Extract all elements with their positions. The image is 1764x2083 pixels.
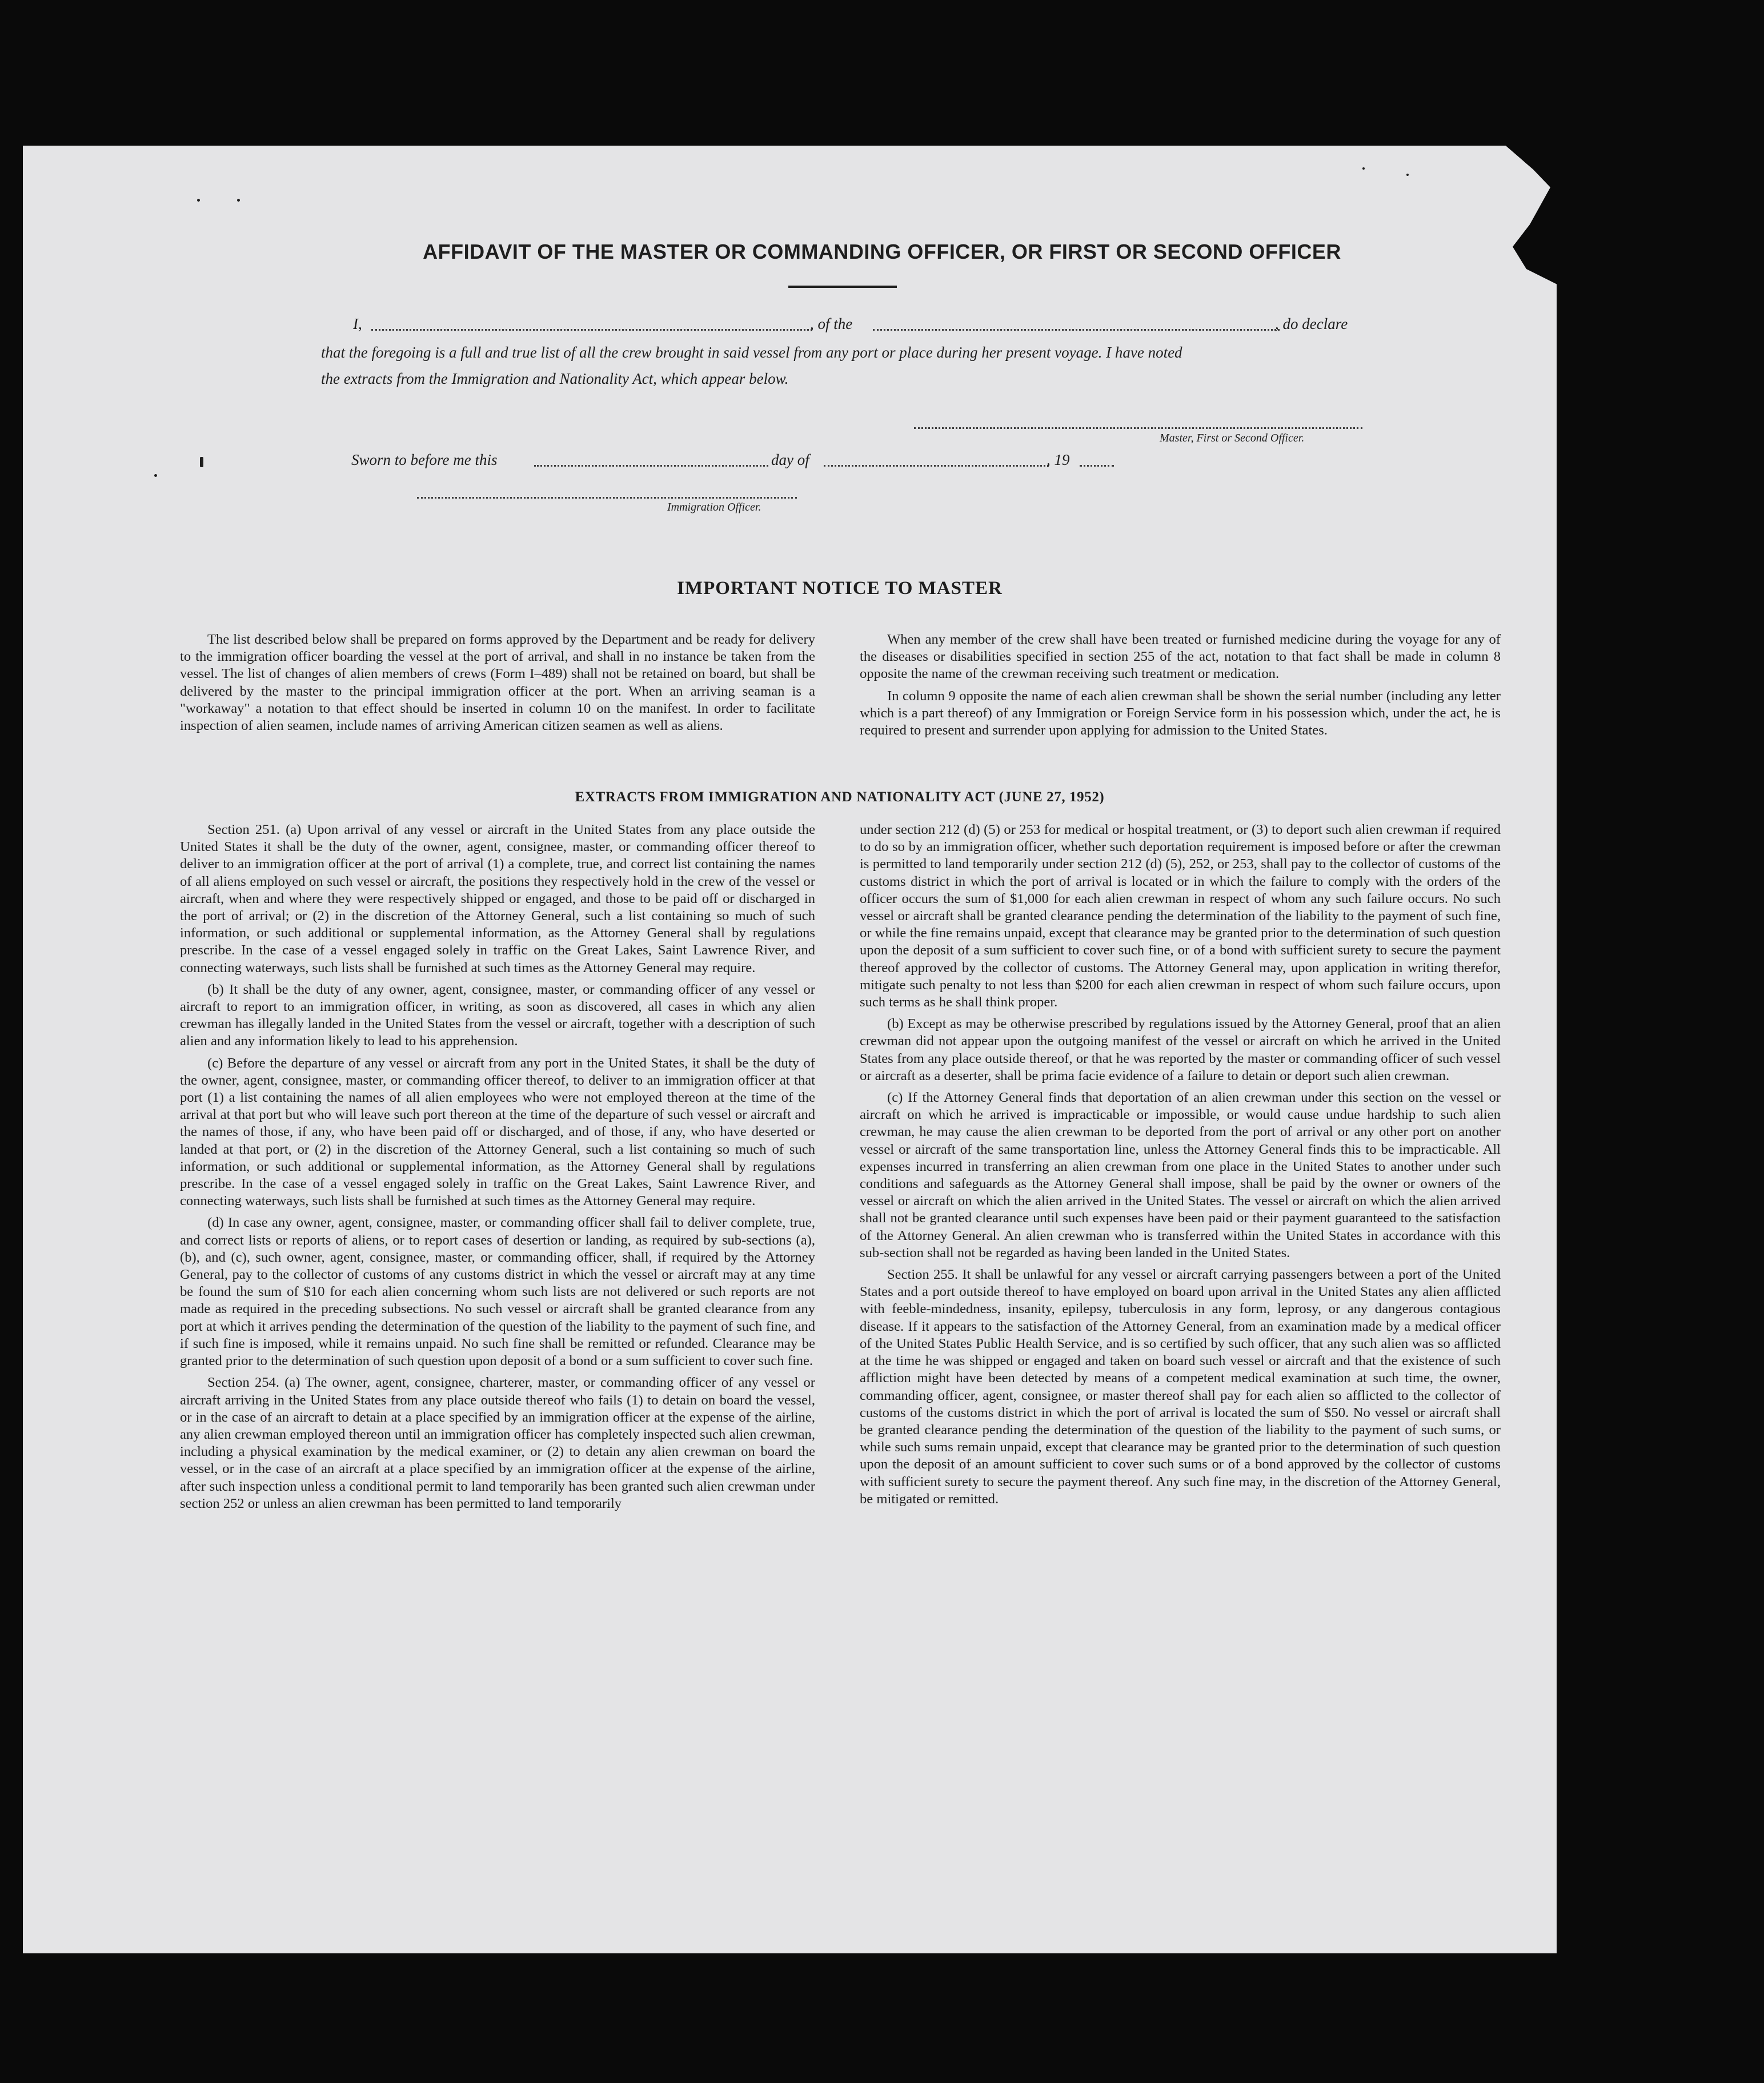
extracts-right-column <box>860 821 1501 1512</box>
sworn-label: Sworn to before me this <box>351 451 498 468</box>
section-254c: (c) If the Attorney General finds that deportation of an alien crewman under this section on the vessel or aircraft on which he arrived is impracticable or impossible, or would cause undue hardship to such alien crewman, he may cause the alien crewman to be deported from the port of arrival or any other port on another vessel or aircraft of the same transportation line, unless the Attorney General finds this to be impracticable. All expenses incurred in transferring an alien crewman from one place in the United States to another under such conditions and safeguards as the Attorney General shall impose, shall be paid by the owner or owners of the vessel or aircraft on which the alien arrived in the United States. The vessel or aircraft on which the alien arrived shall not be granted clearance until such expenses have been paid or their payment guaranteed to the satisfaction of the Attorney General. An alien crewman who is transferred within the United States in accordance with this sub-section shall not be regarded as having been landed in the United States. <box>860 1090 1501 1261</box>
master-signature-caption: Master, First or Second Officer. <box>1160 432 1305 444</box>
section-255: Section 255. It shall be unlawful for any vessel or aircraft carrying passengers between a port of the United States and a port outside thereof to have employed on board upon arrival in the United States any alien afflicted with feeble-mindedness, insanity, epilepsy, tuberculosis in any form, leprosy, or any dangerous contagious disease. If it appears to the satisfaction of the Attorney General, from an examination made by a medical officer of the United States Public Health Service, and is so certified by such officer, that any such alien was so afflicted at the time he was shipped or engaged and taken on board such vessel or aircraft and that the existence of such affliction might have been detected by means of a competent medical examination at such time, the owner, commanding officer, agent, consignee, or master thereof shall pay for each alien so afflicted to the collector of customs of the customs district in which the port of arrival is located the sum of $50. No vessel or aircraft shall be granted clearance pending the determination of the question of the liability to the payment of such sums, or while such sums remain unpaid, except that clearance may be granted prior to the determination of such question upon the deposit of an amount sufficient to cover such sums or of a bond approved by the collector of customs with sufficient surety to secure the payment thereof. Any such fine may, in the discretion of the Attorney General, be mitigated or remitted. <box>860 1267 1501 1507</box>
scan-speck <box>200 457 203 467</box>
officer-signature-field[interactable] <box>417 497 797 499</box>
master-name-field[interactable] <box>371 329 812 331</box>
notice-title: IMPORTANT NOTICE TO MASTER <box>677 578 1003 599</box>
sworn-month-field[interactable] <box>824 465 1049 467</box>
title-underline <box>788 286 897 288</box>
scan-speck <box>197 199 200 202</box>
section-254b: (b) Except as may be otherwise prescribed by regulations issued by the Attorney General, proof that an alien crewman did not appear upon the outgoing manifest of the vessel or aircraft on which he arrived in the United States from any place outside thereof, or that he was reported by the master or commanding officer of such vessel or aircraft as a deserter, shall be prima facie evidence of a failure to detain or deport such alien crewman. <box>860 1016 1501 1083</box>
year-label: , 19 <box>1047 451 1070 468</box>
extracts-title: EXTRACTS FROM IMMIGRATION AND NATIONALITY ACT (JUNE 27, 1952) <box>575 789 1105 805</box>
notice-paragraph: When any member of the crew shall have been treated or furnished medicine during the voyage for any of the diseases or disabilities specified in section 255 of the act, notation to that fact shall be made in column 8 opposite the name of the crewman receiving such treatment or medication. <box>860 632 1501 682</box>
section-251c: (c) Before the departure of any vessel or aircraft from any port in the United States, it shall be the duty of the owner, agent, consignee, master, or commanding officer thereof, to deliver to an immigration officer at that port (1) a list containing the names of all alien employees who were not employed thereon at the time of the arrival at that port but who will leave such port thereon at the time of the departure of such vessel or aircraft and the names of those, if any, who have been paid off or discharged, and of those, if any, who have deserted or landed at that port, or (2) in the discretion of the Attorney General, such a list containing so much of such information, or such additional or supplemental information, as the Attorney General shall by regulations prescribe. In the case of a vessel engaged solely in traffic on the Great Lakes, Saint Lawrence River, and connecting waterways, such lists shall be furnished at such times as the Attorney General may require. <box>180 1055 815 1209</box>
officer-signature-caption: Immigration Officer. <box>667 501 761 513</box>
decl-line-3: the extracts from the Immigration and Nationality Act, which appear below. <box>321 370 789 387</box>
section-251d: (d) In case any owner, agent, consignee, master, or commanding officer shall fail to deliver complete, true, and correct lists or reports of aliens, or to report cases of desertion or landing, as required by sub-sections (a), (b), and (c), such owner, agent, consignee, master, or commanding officer, shall, if required by the Attorney General, pay to the collector of customs of any customs district in which the vessel or aircraft may at any time be found the sum of $10 for each alien concerning whom such lists are not delivered or such reports are not made as required in the preceding subsections. No such vessel or aircraft shall be granted clearance from any port at which it arrives pending the determination of the question of the liability to the payment of such fine, and if such fine is imposed, while it remains unpaid. No such fine shall be remitted or refunded. Clearance may be granted prior to the determination of such question upon deposit of a bond or a sum sufficient to cover such fine. <box>180 1215 815 1369</box>
notice-right-column <box>860 631 1501 744</box>
notice-paragraph: The list described below shall be prepared on forms approved by the Department and be ready for delivery to the immigration officer boarding the vessel at the port of arrival, and shall in no instance be taken from the vessel. The list of changes of alien members of crews (Form I–489) shall not be retained on board, but shall be delivered by the master to the principal immigration officer at the port. When an arriving seaman is a "workaway" a notation to that effect should be inserted in column 10 on the manifest. In order to facilitate inspection of alien seamen, include names of arriving American citizen seamen as well as aliens. <box>180 632 815 734</box>
sworn-day-field[interactable] <box>534 465 768 467</box>
scan-speck <box>1362 167 1365 170</box>
sworn-year-field[interactable] <box>1080 465 1114 467</box>
section-251a: Section 251. (a) Upon arrival of any vessel or aircraft in the United States from any place outside the United States it shall be the duty of the owner, agent, consignee, master, or commanding officer thereof to deliver to an immigration officer at the port of arrival (1) a complete, true, and correct list containing the names of all aliens employed on such vessel or aircraft, the positions they respectively hold in the crew of the vessel or aircraft, when and where they were respectively shipped or engaged, and those to be paid off or discharged in the port of arrival; or (2) in the discretion of the Attorney General, such a list containing so much of such information, or such additional or supplemental information, as the Attorney General shall by regulations prescribe. In the case of a vessel engaged solely in traffic on the Great Lakes, Saint Lawrence River, and connecting waterways, such lists shall be furnished at such times as the Attorney General may require. <box>180 822 815 976</box>
section-254a: Section 254. (a) The owner, agent, consignee, charterer, master, or commanding officer of any vessel or aircraft arriving in the United States from any place outside thereof who fails (1) to detain on board the vessel, or in the case of an aircraft to detain at a place specified by an immigration officer at the expense of the airline, any alien crewman employed thereon until an immigration officer has completely inspected such alien crewman, including a physical examination by the medical examiner, or (2) to detain any alien crewman on board the vessel, or in the case of an aircraft at a place specified by an immigration officer at the expense of the airline, after such inspection unless a conditional permit to land temporarily has been granted such alien crewman under section 252 or unless an alien crewman has been permitted to land temporarily <box>180 1375 815 1511</box>
decl-line-2: that the foregoing is a full and true list of all the crew brought in said vessel from any port or place during her present voyage. I have noted <box>321 344 1182 361</box>
notice-left-column <box>180 631 815 739</box>
scan-speck <box>237 199 240 202</box>
scan-speck <box>1406 174 1409 176</box>
notice-paragraph: In column 9 opposite the name of each alien crewman shall be shown the serial number (including any letter which is a part thereof) of any Immigration or Foreign Service form in his possession which, under the act, he is required to present and surrender upon applying for admission to the United States. <box>860 688 1501 739</box>
section-254a-cont: under section 212 (d) (5) or 253 for medical or hospital treatment, or (3) to deport such alien crewman if required to do so by an immigration officer, whether such deportation requirement is imposed before or after the crewman is permitted to land temporarily under section 212 (d) (5), 252, or 253, shall pay to the collector of customs of the customs district in which the port of arrival is located or in which the failure to comply with the orders of the officer occurs the sum of $1,000 for each alien crewman in respect of whom any such failure occurs. No such vessel or aircraft shall be granted clearance pending the determination of the liability to the payment of such fine, or while the fine remains unpaid, except that clearance may be granted prior to the determination of such question upon the deposit of a sum sufficient to cover such fine, or of a bond with sufficient surety to secure the payment thereof approved by the collector of customs. The Attorney General may, upon application in writing therefor, mitigate such penalty to not less than $200 for each alien crewman in respect of whom such failure occurs, upon such terms as he shall think proper. <box>860 822 1501 1010</box>
day-of-label: day of <box>771 451 809 468</box>
decl-do-declare-label: , do declare <box>1275 315 1348 332</box>
affidavit-title: AFFIDAVIT OF THE MASTER OR COMMANDING OFFICER, OR FIRST OR SECOND OFFICER <box>423 240 1341 263</box>
vessel-name-field[interactable] <box>873 329 1280 331</box>
section-251b: (b) It shall be the duty of any owner, agent, consignee, master, or commanding officer of any vessel or aircraft to report to an immigration officer, in writing, as soon as discovered, all cases in which any alien crewman has illegally landed in the United States from the vessel or aircraft, together with a description of such alien and any information likely to lead to his apprehension. <box>180 981 815 1049</box>
extracts-left-column <box>180 821 815 1517</box>
scan-speck <box>154 474 157 477</box>
master-signature-field[interactable] <box>914 427 1362 429</box>
decl-of-the-label: , of the <box>810 315 853 332</box>
decl-i-label: I, <box>353 315 362 332</box>
